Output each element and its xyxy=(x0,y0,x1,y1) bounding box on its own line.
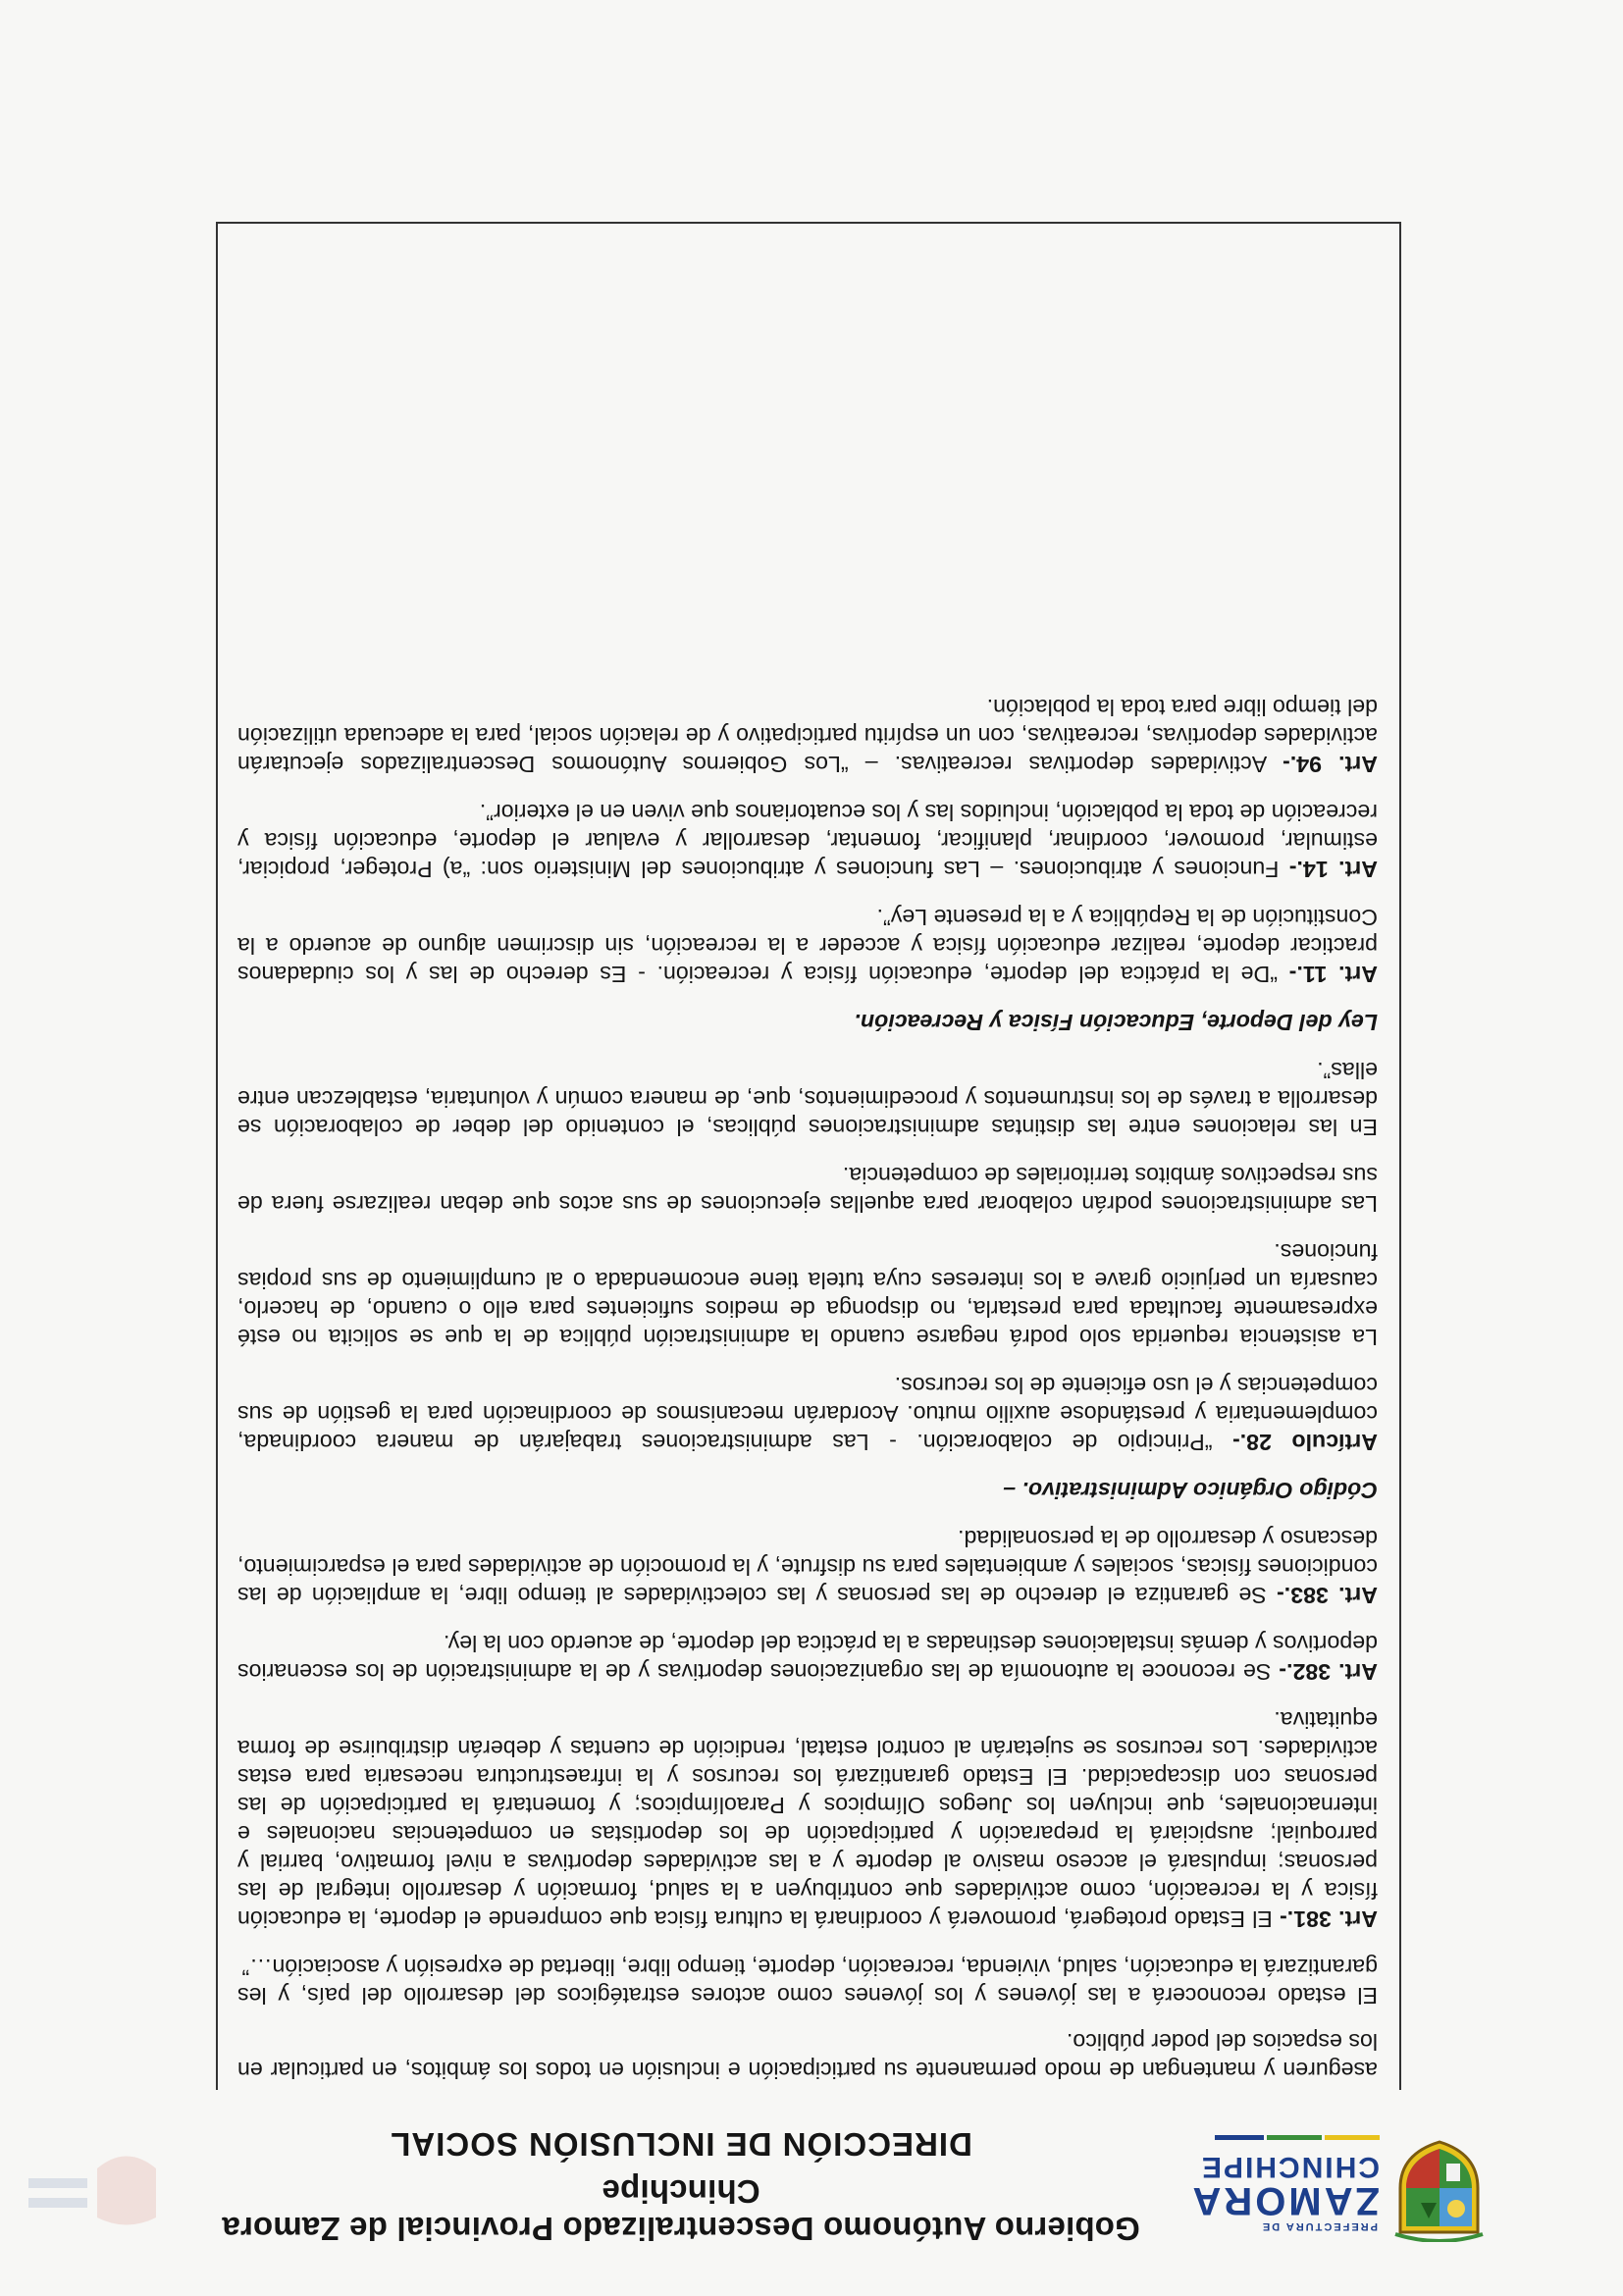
section-heading: Código Orgánico Administrativo. – xyxy=(1003,1478,1378,1503)
logo-color-bar xyxy=(1208,2143,1380,2148)
document-frame xyxy=(216,222,1401,2090)
paragraph-text: Las administraciones podrán colaborar para aquellas ejecuciones de sus actos que deban realizarse fuera de sus respectivos ámbitos territoriales de competencia. xyxy=(237,1163,1378,1217)
article-number: Art. 94.- xyxy=(1283,752,1378,777)
institution-name: Gobierno Autónomo Descentralizado Provincial de Zamora Chinchipe xyxy=(222,2173,1140,2247)
paragraph xyxy=(237,1056,1378,1141)
letterhead xyxy=(0,2110,1623,2296)
coat-of-arms-icon xyxy=(1392,2139,1486,2242)
article-number: Artículo 28.- xyxy=(1231,1430,1378,1455)
logo-name-chinchipe: CHINCHIPE xyxy=(1199,2151,1380,2183)
paragraph xyxy=(237,1371,1378,1456)
paragraph xyxy=(237,1629,1378,1686)
logo-name-zamora: ZAMORA xyxy=(1189,2179,1380,2222)
logo-caption: PREFECTURA DE xyxy=(1260,2220,1378,2232)
paragraph xyxy=(237,693,1378,778)
department-name: DIRECCIÓN DE INCLUSIÓN SOCIAL xyxy=(390,2126,972,2163)
paragraph xyxy=(237,2027,1378,2084)
paragraph xyxy=(237,903,1378,988)
article-number: Art. 11.- xyxy=(1288,962,1378,987)
paragraph-text: El Estado protegerá, promoverá y coordinará la cultura física que comprende el deporte, la educación física y la recreación, como actividades que contribuyen a la salud, formación y desarrollo integral de las personas; impulsará el acceso masivo al deporte y a las actividades deportivas a nivel formativo, barrial y parroquial; auspiciará la preparación y participación de los deportistas en competencias nacionales e internacionales, que incluyen los Juegos Olímpicos y Paraolímpicos; y fomentará la participación de las personas con discapacidad. El Estado garantizará los recursos y la infraestructura necesaria para estas actividades. Los recursos se sujetarán al control estatal, rendición de cuentas y deberán distribuirse de forma equitativa. xyxy=(237,1707,1378,1932)
article-number: Art. 382.- xyxy=(1279,1659,1378,1685)
paragraph-text: En las relaciones entre las distintas administraciones públicas, el contenido del deber de colaboración se desarrolla a través de los instrumentos y procedimientos, que, de manera común y voluntaria, establezcan entre ellas”. xyxy=(237,1058,1378,1140)
paragraph xyxy=(237,1705,1378,1933)
paragraph xyxy=(237,1953,1378,2009)
paragraph-text: La asistencia requerida solo podrá negarse cuando la administración pública de la que se solicita no esté expresamente facultada para prestarla, no disponga de medios suficientes para ello o cuando, de hacerlo, causaría un perjuicio grave a los intereses cuya tutela tiene encomendada o al cumplimiento de sus propias funciones. xyxy=(237,1239,1378,1350)
article-number: Art. 381.- xyxy=(1280,1906,1378,1932)
paragraph-text: “Principio de colaboración. - Las administraciones trabajarán de manera coordinada, complementaria y prestándose auxilio mutuo. Acordarán mecanismos de coordinación para la gestión de sus competencias y el uso eficiente de los recursos. xyxy=(237,1373,1378,1455)
paragraph-text: Actividades deportivas recreativas. – “Los Gobiernos Autónomos Descentralizados ejecutarán actividades deportivas, recreativas, con un espíritu participativo y de relación social, para la adecuada utilización del tiempo libre para toda la población. xyxy=(237,695,1378,777)
paragraph-text: Se reconoce la autonomía de las organizaciones deportivas y de la administración de los escenarios deportivos y demás instalaciones destinadas a la práctica del deporte, de acuerdo con la ley. xyxy=(237,1631,1378,1685)
letterhead-text xyxy=(141,2125,1221,2247)
paragraph-text: Se garantiza el derecho de las personas y las colectividades al tiempo libre, la ampliación de las condiciones físicas, sociales y ambientales para su disfrute, y la promoción de actividades para el esparcimiento, descanso y desarrollo de la personalidad. xyxy=(237,1526,1378,1608)
paragraph-text: Funciones y atribuciones. – Las funciones y atribuciones del Ministerio son: “a) Proteger, propiciar, estimular, promover, coordinar, planificar, fomentar, desarrollar y evaluar el deporte, educación física y recreación de toda la población, incluidos las y los ecuatorianos que viven en el exterior”. xyxy=(237,800,1378,882)
article-number: Art. 383.- xyxy=(1277,1583,1378,1608)
paragraph xyxy=(237,1524,1378,1609)
paragraph xyxy=(237,798,1378,883)
bleed-through-logo-icon xyxy=(19,2139,166,2237)
article-number: Art. 14.- xyxy=(1288,857,1378,882)
paragraph-text: “De la práctica del deporte, educación física y recreación. - Es derecho de las y los ciudadanos practicar deporte, realizar educación física y acceder a la recreación, sin discrimen alguno de acuerdo a la Constitución de la República y a la presente Ley”. xyxy=(237,905,1378,987)
document-body xyxy=(237,673,1378,2084)
paragraph xyxy=(237,1237,1378,1351)
paragraph xyxy=(237,1161,1378,1218)
paragraph-text: El estado reconocerá a las jóvenes y los jóvenes como actores estratégicos del desarrollo del país, y les garantizará la educación, salud, vivienda, recreación, deporte, tiempo libre, libertad de expresión y asociación…” xyxy=(237,1955,1378,2009)
paragraph-text: aseguren y mantengan de modo permanente su participación e inclusión en todos los ámbitos, en particular en los espacios del poder público. xyxy=(237,2029,1378,2083)
section-heading: Ley del Deporte, Educación Física y Recreación. xyxy=(854,1010,1378,1035)
